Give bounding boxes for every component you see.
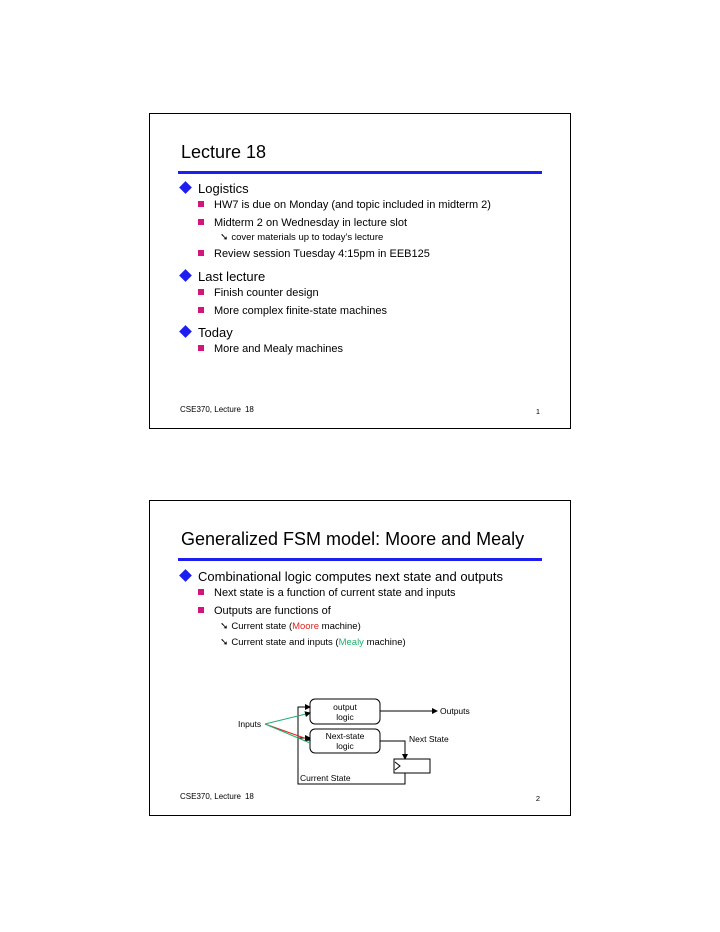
bullet-today: Today [181, 325, 233, 340]
square-bullet-icon [198, 307, 204, 313]
square-bullet-icon [198, 201, 204, 207]
slide-2 [149, 500, 571, 816]
square-bullet-icon [198, 250, 204, 256]
current-state-label: Current State [300, 773, 351, 783]
sub-sub-bullet: ➘ Current state (Moore machine) [220, 621, 361, 632]
mealy-highlight: Mealy [338, 637, 364, 648]
slide-title: Generalized FSM model: Moore and Mealy [181, 529, 525, 549]
bullet-logistics: Logistics [181, 181, 249, 196]
next-state-logic-label-2: logic [336, 741, 354, 751]
square-bullet-icon [198, 289, 204, 295]
inputs-to-output-logic-wire [265, 713, 310, 724]
arrow-bullet-icon: ➘ [220, 232, 229, 243]
inputs-label: Inputs [238, 719, 262, 729]
square-bullet-icon [198, 219, 204, 225]
diamond-bullet-icon [179, 325, 192, 338]
slide-title: Lecture 18 [181, 142, 267, 162]
next-state-label: Next State [409, 734, 449, 744]
diamond-bullet-icon [179, 181, 192, 194]
output-logic-label-1: output [333, 702, 357, 712]
next-state-wire [380, 741, 405, 759]
sub-bullet: More and Mealy machines [198, 343, 343, 355]
footer-course: CSE370, Lecture 18 [180, 792, 254, 801]
sub-bullet: Next state is a function of current state and inputs [198, 587, 456, 599]
output-logic-label-2: logic [336, 712, 354, 722]
sub-sub-bullet: ➘ cover materials up to today’s lecture [220, 232, 384, 243]
inputs-to-next-logic-wire-green [265, 724, 310, 743]
sub-bullet: More complex finite-state machines [198, 305, 387, 317]
square-bullet-icon [198, 345, 204, 351]
arrow-bullet-icon: ➘ [220, 637, 229, 648]
sub-bullet: Midterm 2 on Wednesday in lecture slot [198, 217, 407, 229]
sub-bullet: Review session Tuesday 4:15pm in EEB125 [198, 248, 430, 260]
diamond-bullet-icon [179, 269, 192, 282]
outputs-label: Outputs [440, 706, 470, 716]
fsm-diagram [150, 501, 572, 817]
page-number: 1 [535, 407, 540, 416]
sub-bullet: HW7 is due on Monday (and topic included in midterm 2) [198, 199, 491, 211]
slide-1 [149, 113, 571, 429]
sub-bullet: Finish counter design [198, 287, 319, 299]
arrow-bullet-icon: ➘ [220, 621, 229, 632]
page-number: 2 [535, 794, 540, 803]
footer-course: CSE370, Lecture 18 [180, 405, 254, 414]
moore-highlight: Moore [292, 621, 320, 632]
next-state-logic-label-1: Next-state [325, 731, 365, 741]
bullet-combinational: Combinational logic computes next state and outputs [181, 569, 503, 584]
title-rule [178, 171, 542, 174]
sub-bullet: Outputs are functions of [198, 605, 331, 617]
bullet-last-lecture: Last lecture [181, 269, 265, 284]
sub-sub-bullet: ➘ Current state and inputs (Mealy machine) [220, 637, 406, 648]
